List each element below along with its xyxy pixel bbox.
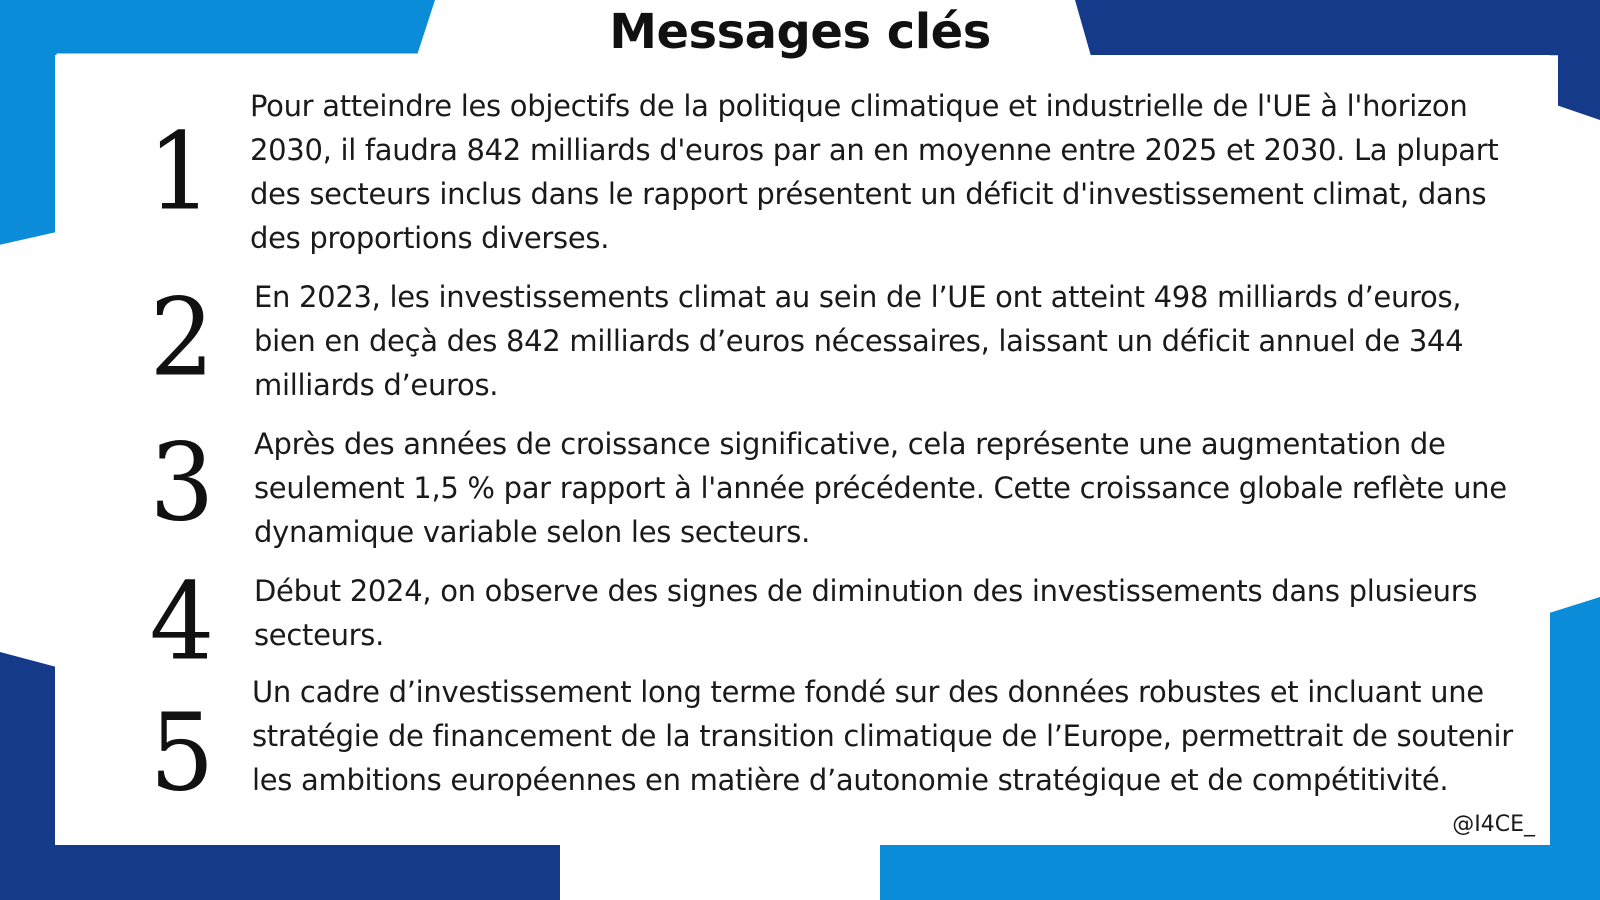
- message-number: 5: [149, 691, 215, 816]
- message-number: 3: [149, 421, 215, 546]
- message-text: Après des années de croissance significative, cela représente une augmentation de seulement 1,5 % par rapport à l'année précédente. Cette croissance globale reflète une dynamique variable selon les secteurs.: [254, 427, 1507, 549]
- social-handle: @I4CE_: [1452, 812, 1535, 837]
- message-text: Un cadre d’investissement long terme fondé sur des données robustes et incluant une stratégie de financement de la transition climatique de l’Europe, permettrait de soutenir les ambitions européennes en matière d’autonomie stratégique et de compétitivité.: [252, 675, 1513, 797]
- message-number: 2: [149, 276, 215, 401]
- message-number: 4: [149, 560, 215, 685]
- page-title: Messages clés: [609, 4, 991, 60]
- message-text: En 2023, les investissements climat au sein de l’UE ont atteint 498 milliards d’euros, bien en deçà des 842 milliards d’euros nécessaires, laissant un déficit annuel de 344 milliards d’euros.: [254, 280, 1464, 402]
- message-text: Début 2024, on observe des signes de diminution des investissements dans plusieurs secteurs.: [254, 574, 1478, 652]
- message-text: Pour atteindre les objectifs de la politique climatique et industrielle de l'UE à l'horizon 2030, il faudra 842 milliards d'euros par an en moyenne entre 2025 et 2030. La plupart des secteurs inclus dans le rapport présentent un déficit d'investissement climat, dans des proportions diverses.: [250, 89, 1499, 255]
- message-number: 1: [147, 110, 213, 235]
